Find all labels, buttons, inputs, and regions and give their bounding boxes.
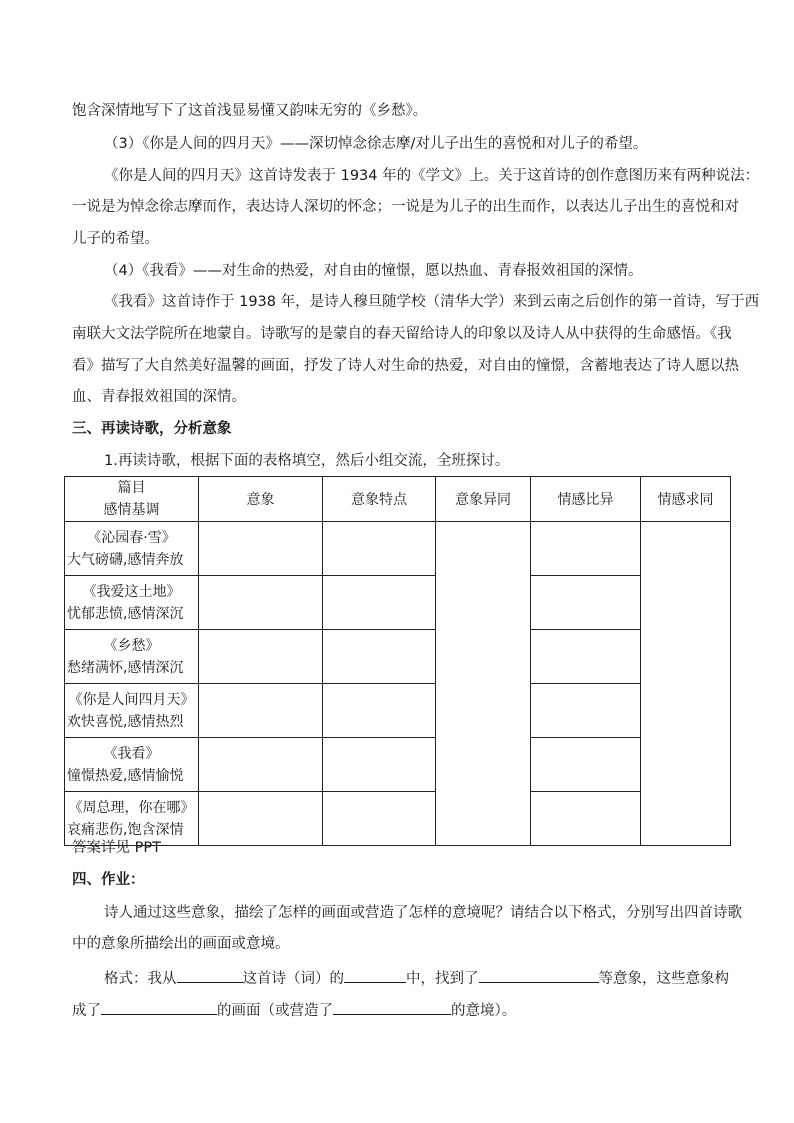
- answer-cell[interactable]: [323, 684, 436, 738]
- poem-title: 《我爱这土地》: [82, 583, 181, 600]
- answer-cell[interactable]: [199, 792, 323, 846]
- poem-tone: 哀痛悲伤,饱含深情: [67, 821, 184, 838]
- answer-cell-merged[interactable]: [436, 522, 531, 846]
- poem-cell: [65, 630, 199, 684]
- poem-title: 《周总理，你在哪》: [68, 799, 195, 816]
- item3-heading: （3）《你是人间的四月天》——深切悼念徐志摩/对儿子出生的喜悦和对儿子的希望。: [104, 136, 648, 152]
- section4-heading: 四、作业：: [72, 872, 145, 888]
- table-header-imagery-traits: 意象特点: [323, 477, 436, 522]
- format-line-2: [72, 998, 516, 1021]
- paragraph-line: 南联大文法学院所在地蒙自。诗歌写的是蒙自的春天留给诗人的印象以及诗人从中获得的生命感悟。《我: [72, 326, 732, 342]
- paragraph-line: 血、青春报效祖国的深情。: [72, 389, 246, 405]
- imagery-table: [64, 476, 731, 846]
- answer-cell[interactable]: [323, 576, 436, 630]
- format-text: 中，找到了: [406, 971, 479, 987]
- section4-line: 诗人通过这些意象，描绘了怎样的画面或营造了怎样的意境呢？请结合以下格式，分别写出四首诗歌: [104, 905, 742, 921]
- answer-cell[interactable]: [323, 792, 436, 846]
- answer-cell[interactable]: [323, 738, 436, 792]
- table-row: [65, 576, 731, 630]
- format-text: 的画面（或营造了: [217, 1003, 333, 1019]
- fill-blank-imagery[interactable]: [479, 966, 599, 983]
- poem-title: 《沁园春·雪》: [87, 529, 176, 546]
- paragraph-line: 《你是人间的四月天》这首诗发表于 1934 年的《学文》上。关于这首诗的创作意图历来有两种说法：: [104, 168, 760, 184]
- table-header-emotion-common: 情感求同: [641, 477, 731, 522]
- poem-title: 《你是人间四月天》: [68, 691, 195, 708]
- item4-heading: （4）《我看》——对生命的热爱，对自由的憧憬，愿以热血、青春报效祖国的深情。: [104, 263, 643, 279]
- answer-note: 答案详见 PPT: [72, 840, 161, 856]
- format-text: 这首诗（词）的: [242, 971, 344, 987]
- answer-cell[interactable]: [199, 576, 323, 630]
- table-row: [65, 792, 731, 846]
- answer-cell[interactable]: [531, 792, 641, 846]
- poem-tone: 愁绪满怀,感情深沉: [67, 659, 184, 676]
- poem-title: 《我看》: [103, 745, 160, 762]
- table-header-row: [65, 477, 731, 522]
- answer-cell[interactable]: [531, 684, 641, 738]
- poem-cell: [65, 738, 199, 792]
- section3-heading: 三、再读诗歌，分析意象: [72, 421, 232, 437]
- table-header-emotion-contrast: 情感比异: [531, 477, 641, 522]
- poem-cell: [65, 522, 199, 576]
- poem-tone: 欢快喜悦,感情热烈: [67, 713, 184, 730]
- answer-cell[interactable]: [531, 576, 641, 630]
- poem-tone: 忧郁悲愤,感情深沉: [67, 605, 184, 622]
- format-line-1: [104, 966, 729, 989]
- poem-title: 《乡愁》: [103, 637, 160, 654]
- answer-cell[interactable]: [199, 630, 323, 684]
- format-text: 成了: [72, 1003, 101, 1019]
- poem-cell: [65, 576, 199, 630]
- paragraph-line: 儿子的希望。: [72, 231, 159, 247]
- poem-tone: 憧憬热爱,感情愉悦: [67, 767, 184, 784]
- answer-cell-merged[interactable]: [641, 522, 731, 846]
- table-corner-cell: [65, 477, 199, 522]
- poem-tone: 大气磅礴,感情奔放: [67, 551, 184, 568]
- answer-cell[interactable]: [199, 738, 323, 792]
- table-row: [65, 684, 731, 738]
- answer-cell[interactable]: [531, 630, 641, 684]
- paragraph-line: 饱含深情地写下了这首浅显易懂又韵味无穷的《乡愁》。: [72, 103, 428, 119]
- section3-task: 1.再读诗歌，根据下面的表格填空，然后小组交流，全班探讨。: [104, 453, 510, 469]
- paragraph-line: 看》描写了大自然美好温馨的画面，抒发了诗人对生命的热爱，对自由的憧憬，含蓄地表达了诗人愿以热: [72, 358, 739, 374]
- table-header-imagery-compare: 意象异同: [436, 477, 531, 522]
- answer-cell[interactable]: [323, 630, 436, 684]
- answer-cell[interactable]: [531, 738, 641, 792]
- fill-blank-scene[interactable]: [101, 998, 217, 1015]
- fill-blank-mood[interactable]: [333, 998, 451, 1015]
- poem-cell: [65, 684, 199, 738]
- paragraph-line: 一说是为悼念徐志摩而作，表达诗人深切的怀念；一说是为儿子的出生而作，以表达儿子出生的喜悦和对: [72, 199, 739, 215]
- section4-line: 中的意象所描绘出的画面或意境。: [72, 936, 290, 952]
- format-text: 格式：我从: [104, 971, 177, 987]
- table-row: [65, 738, 731, 792]
- table-row: [65, 522, 731, 576]
- format-text: 等意象，这些意象构: [598, 971, 729, 987]
- answer-cell[interactable]: [531, 522, 641, 576]
- answer-cell[interactable]: [323, 522, 436, 576]
- corner-title-label: 篇目: [117, 480, 146, 496]
- fill-blank-part[interactable]: [344, 966, 406, 983]
- answer-cell[interactable]: [199, 522, 323, 576]
- corner-tone-label: 感情基调: [103, 502, 160, 518]
- fill-blank-poem[interactable]: [177, 966, 243, 983]
- paragraph-line: 《我看》这首诗作于 1938 年，是诗人穆旦随学校（清华大学）来到云南之后创作的第一首诗，写于西: [104, 294, 760, 310]
- table-header-imagery: 意象: [199, 477, 323, 522]
- answer-cell[interactable]: [199, 684, 323, 738]
- format-text: 的意境）。: [451, 1003, 517, 1019]
- table-row: [65, 630, 731, 684]
